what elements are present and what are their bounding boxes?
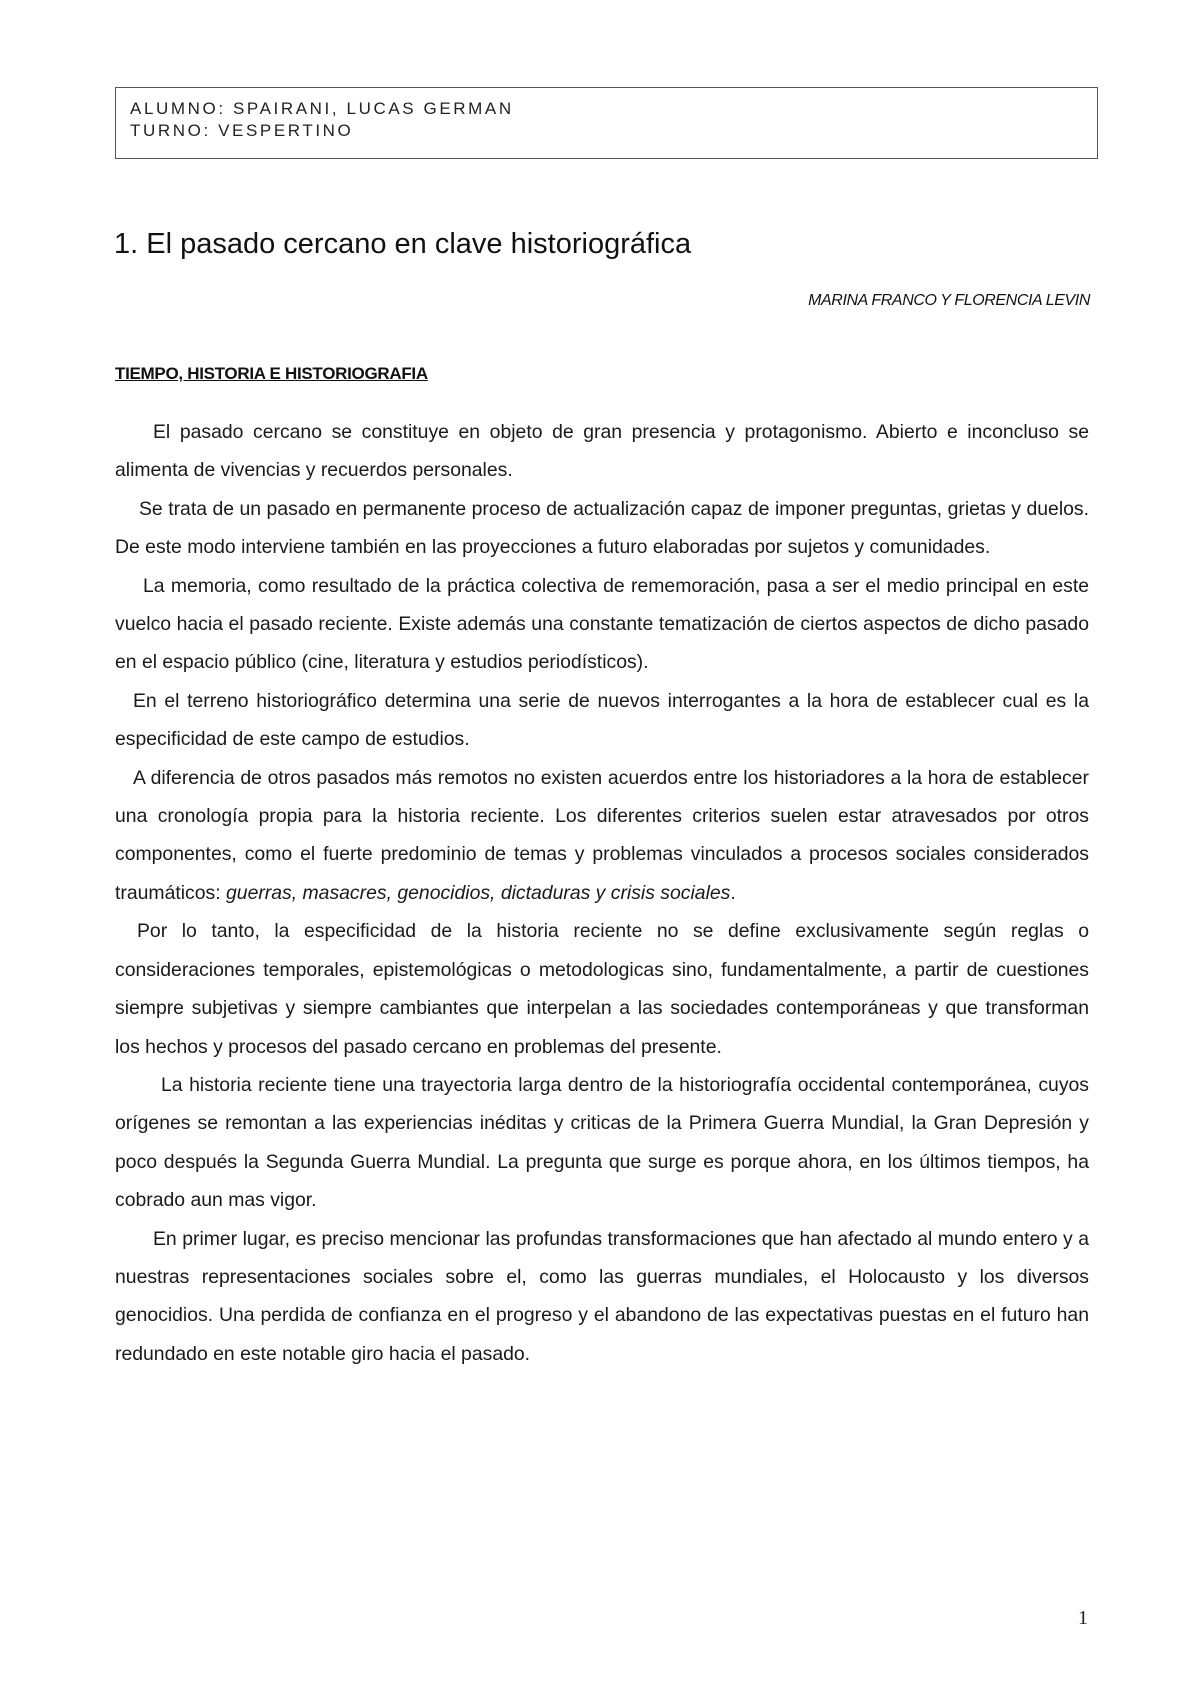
paragraph-8: En primer lugar, es preciso mencionar las profundas transformaciones que han afectado al mundo entero y a nuestras representaciones sociales sobre el, como las guerras mundiales, el Holocausto y los diversos genocidios. Una perdida de confianza en el progreso y el abandono de las expectativas puestas en el futuro han redundado en este notable giro hacia el pasado. [115,1227,1089,1365]
paragraph-3: La memoria, como resultado de la práctica colectiva de rememoración, pasa a ser el medio principal en este vuelco hacia el pasado reciente. Existe además una constante tematización de ciertos aspectos de dicho pasado en el espacio público (cine, literatura y estudios periodísticos). [115,574,1089,674]
document-body [115,413,1089,1373]
paragraph-5-italic: guerras, masacres, genocidios, dictaduras y crisis sociales [226,881,731,904]
paragraph-4: En el terreno historiográfico determina una serie de nuevos interrogantes a la hora de establecer cual es la especificidad de este campo de estudios. [115,689,1089,751]
paragraph-5-end: . [730,881,736,904]
student-shift: TURNO: VESPERTINO [130,121,354,140]
paragraph-6: Por lo tanto, la especificidad de la historia reciente no se define exclusivamente según reglas o consideraciones temporales, epistemológicas o metodologicas sino, fundamentalmente, a partir de cuestiones siempre subjetivas y siempre cambiantes que interpelan a las sociedades contemporáneas y que transforman los hechos y procesos del pasado cercano en problemas del presente. [115,920,1089,1058]
paragraph-1: El pasado cercano se constituye en objeto de gran presencia y protagonismo. Abierto e inconcluso se alimenta de vivencias y recuerdos personales. [115,421,1089,482]
paragraph-5-text: A diferencia de otros pasados más remotos no existen acuerdos entre los historiadores a la hora de establecer una cronología propia para la historia reciente. Los diferentes criterios suelen estar atravesados por otros componentes, como el fuerte predominio de temas y problemas vinculados a procesos sociales considerados traumáticos: [115,766,1089,904]
section-heading: TIEMPO, HISTORIA E HISTORIOGRAFIA [115,364,428,383]
paragraph-2: Se trata de un pasado en permanente proceso de actualización capaz de imponer preguntas, grietas y duelos. De este modo interviene también en las proyecciones a futuro elaboradas por sujetos y comunidades. [115,497,1089,559]
document-authors: MARINA FRANCO Y FLORENCIA LEVIN [808,292,1090,309]
student-name: ALUMNO: SPAIRANI, LUCAS GERMAN [130,99,514,118]
paragraph-7: La historia reciente tiene una trayectoria larga dentro de la historiografía occidental contemporánea, cuyos orígenes se remontan a las experiencias inéditas y criticas de la Primera Guerra Mundial, la Gran Depresión y poco después la Segunda Guerra Mundial. La pregunta que surge es porque ahora, en los últimos tiempos, ha cobrado aun mas vigor. [115,1073,1089,1212]
paragraph-5 [115,759,1089,913]
page-number: 1 [1078,1607,1088,1629]
student-info-box [115,87,1098,159]
document-title: 1. El pasado cercano en clave historiográfica [114,228,692,260]
